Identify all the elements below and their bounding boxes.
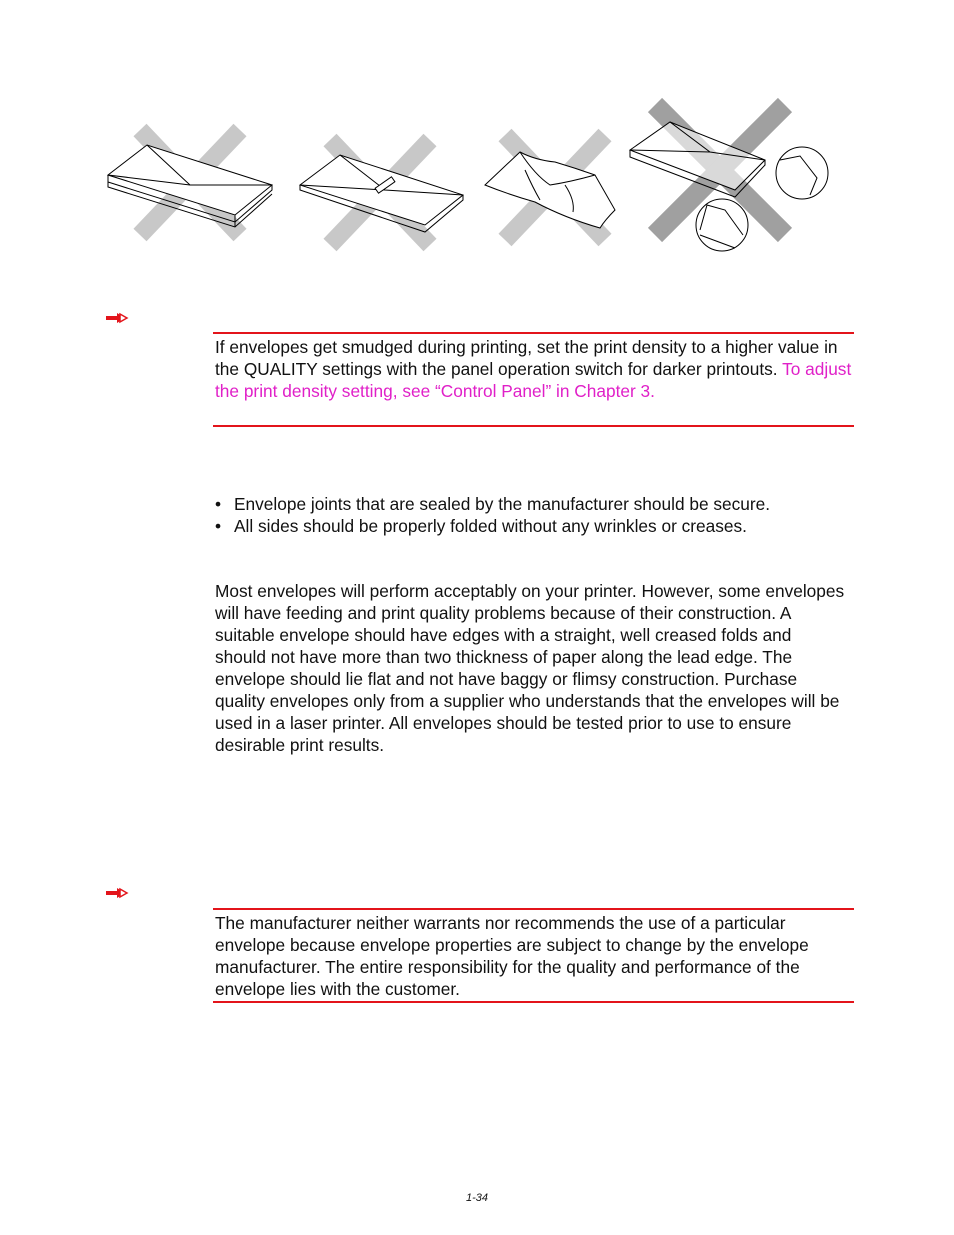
note2-top-rule xyxy=(213,908,854,910)
bullet-symbol: • xyxy=(215,494,222,514)
list-item xyxy=(215,515,855,537)
list-item-text: All sides should be properly folded without any wrinkles or creases. xyxy=(234,516,747,536)
envelope-requirements-list xyxy=(215,493,855,537)
note1-text xyxy=(215,336,855,402)
envelope-stack-icon xyxy=(108,130,272,235)
note1-link[interactable]: To adjust the print density setting, see “Control Panel” in Chapter 3. xyxy=(215,359,852,401)
body-paragraph: Most envelopes will perform acceptably on your printer. However, some envelopes will have feeding and print quality problems because of their construction. A suitable envelope should have edges with a straight, well creased folds and should not have more than two thickness of paper along the lead edge. The envelope should lie flat and not have baggy or flimsy construction. Purchase quality envelopes only from a supplier who understands that the envelopes will be used in a laser printer. All envelopes should be tested prior to use to ensure desirable print results. xyxy=(215,581,845,755)
note2-bottom-rule xyxy=(213,1001,854,1003)
note2-text: The manufacturer neither warrants nor recommends the use of a particular envelope because envelope properties are subject to change by the envelope manufacturer. The entire responsibility for the quality and performance of the envelope lies with the customer. xyxy=(215,913,809,999)
note1-body: If envelopes get smudged during printing, set the print density to a higher value in the QUALITY settings with the panel operation switch for darker printouts. xyxy=(215,337,838,379)
list-item-text: Envelope joints that are sealed by the manufacturer should be secure. xyxy=(234,494,771,514)
page-number: 1-34 xyxy=(465,1192,489,1204)
unsuitable-envelopes-illustration xyxy=(95,90,845,265)
note-pencil-icon xyxy=(105,886,129,900)
envelope-clasp-icon xyxy=(300,140,463,245)
envelope-damaged-corner-icon xyxy=(630,105,828,251)
note1-top-rule xyxy=(213,332,854,334)
bullet-symbol: • xyxy=(215,516,222,536)
envelope-crumpled-icon xyxy=(485,135,615,240)
note1-bottom-rule xyxy=(213,425,854,427)
note-pencil-icon xyxy=(105,311,129,325)
list-item xyxy=(215,493,855,515)
